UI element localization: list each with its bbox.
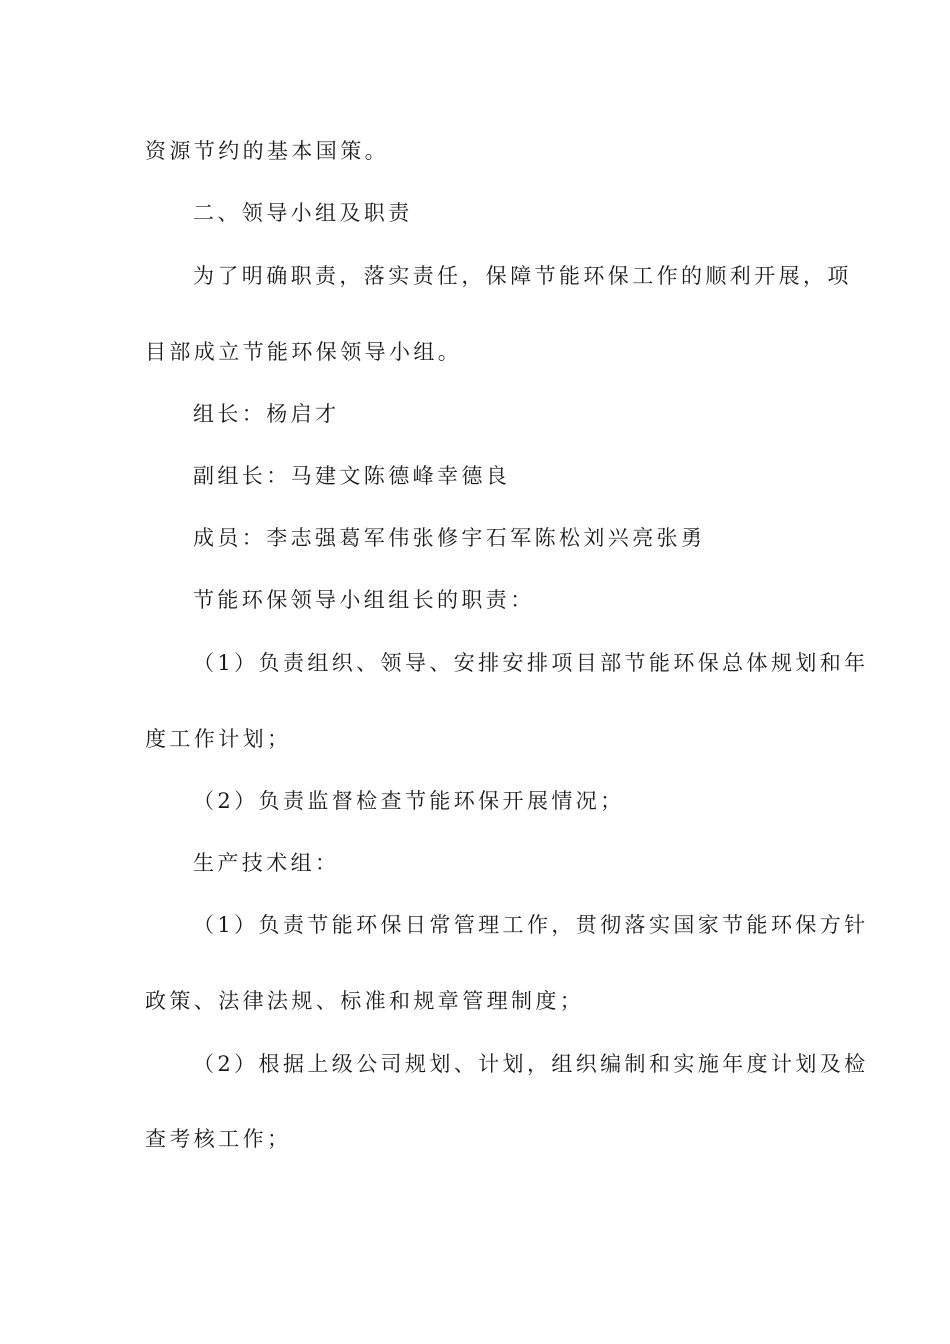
paragraph-continuation-line: 资源节约的基本国策。	[145, 139, 389, 163]
duty-item-line: （1）负责组织、领导、安排安排项目部节能环保总体规划和年	[193, 651, 869, 675]
duty-item-line: 度工作计划；	[145, 727, 292, 751]
paragraph-line: 目部成立节能环保领导小组。	[145, 340, 463, 364]
production-tech-group-heading: 生产技术组：	[193, 851, 340, 875]
group-leader-line: 组长：杨启才	[193, 402, 340, 426]
leader-duties-heading: 节能环保领导小组组长的职责：	[193, 588, 535, 612]
duty-item-line: 政策、法律法规、标准和规章管理制度；	[145, 989, 585, 1013]
members-line: 成员：李志强葛军伟张修宇石军陈松刘兴亮张勇	[193, 526, 706, 550]
deputy-leader-line: 副组长：马建文陈德峰幸德良	[193, 464, 511, 488]
section-heading-leadership-group: 二、领导小组及职责	[193, 201, 413, 225]
duty-item-line: 查考核工作；	[145, 1127, 292, 1151]
paragraph-line: 为了明确职责，落实责任，保障节能环保工作的顺利开展，项	[193, 264, 852, 288]
duty-item-line: （2）负责监督检查节能环保开展情况；	[193, 789, 625, 813]
duty-item-line: （1）负责节能环保日常管理工作，贯彻落实国家节能环保方针	[193, 913, 869, 937]
duty-item-line: （2）根据上级公司规划、计划，组织编制和实施年度计划及检	[193, 1052, 869, 1076]
